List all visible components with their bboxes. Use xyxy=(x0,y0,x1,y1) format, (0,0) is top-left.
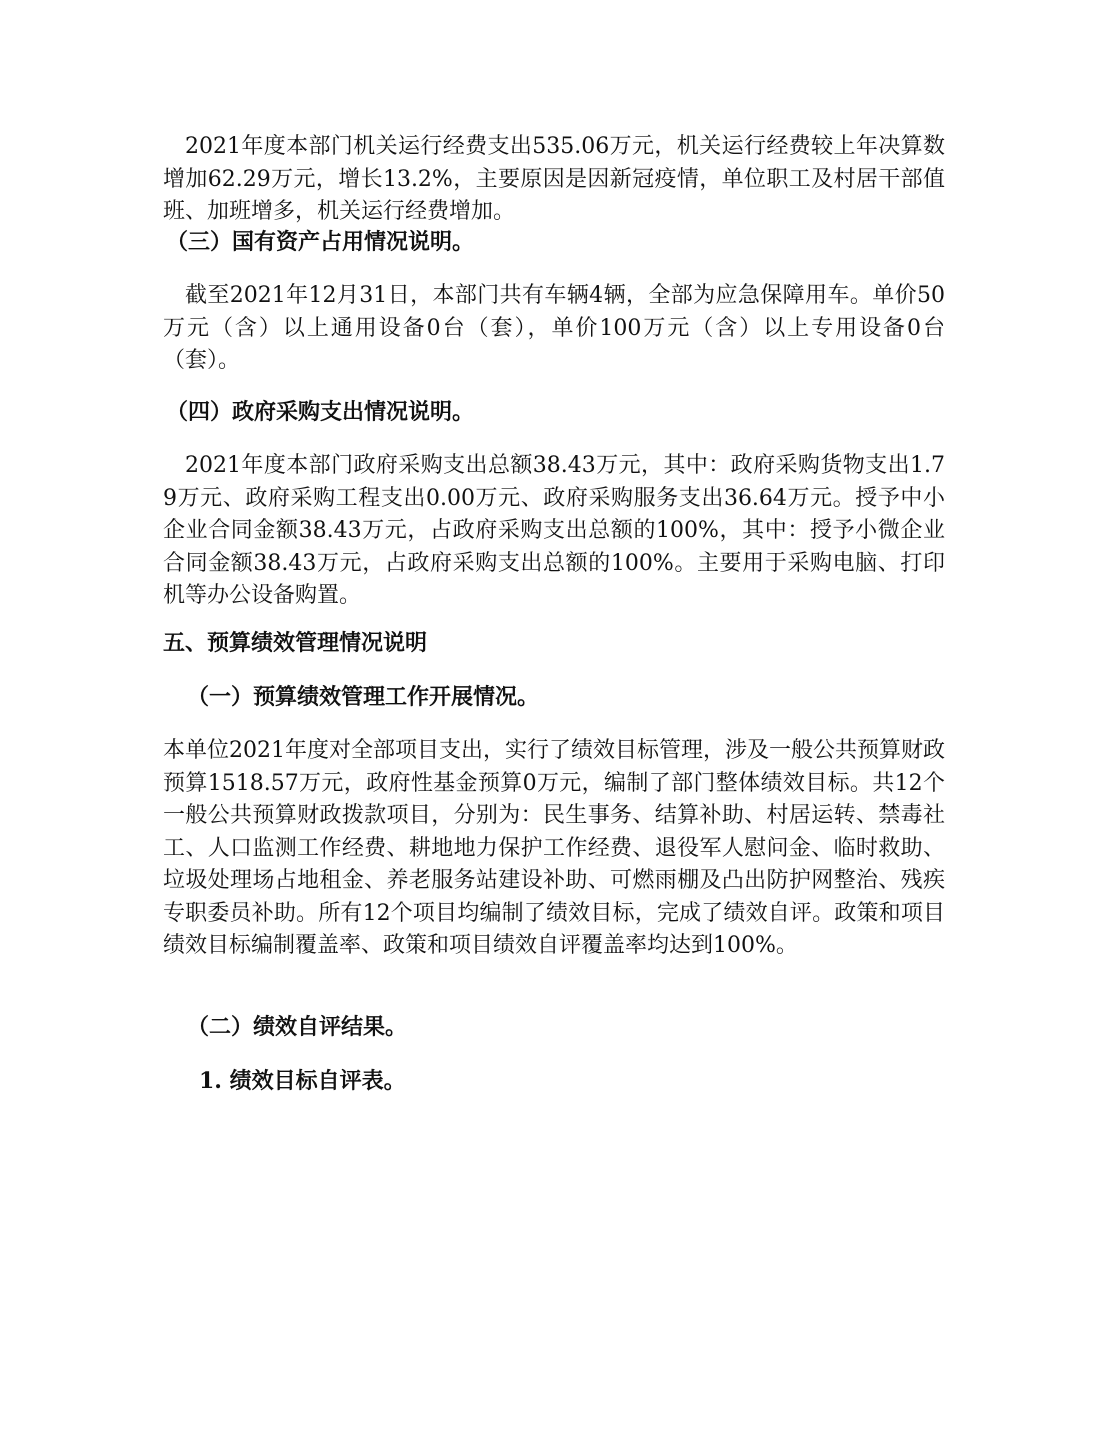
heading-procurement: （四）政府采购支出情况说明。 xyxy=(166,399,475,425)
heading-self-evaluation-table: 1. 绩效目标自评表。 xyxy=(199,1068,406,1094)
paragraph-performance-work: 本单位2021年度对全部项目支出，实行了绩效目标管理，涉及一般公共预算财政预算1518.57万元，政府性基金预算0万元，编制了部门整体绩效目标。共12个一般公共预算财政拨款项目，分别为：民生事务、结算补助、村居运转、禁毒社工、人口监测工作经费、耕地地力保护工作经费、退役军人慰问金、临时救助、垃圾处理场占地租金、养老服务站建设补助、可燃雨棚及凸出防护网整治、残疾专职委员补助。所有12个项目均编制了绩效目标，完成了绩效自评。政策和项目绩效目标编制覆盖率、政策和项目绩效自评覆盖率均达到100%。 xyxy=(163,738,945,958)
paragraph-procurement: 2021年度本部门政府采购支出总额38.43万元，其中：政府采购货物支出1.79万元、政府采购工程支出0.00万元、政府采购服务支出36.64万元。授予中小企业合同金额38.43万元，占政府采购支出总额的100%，其中：授予小微企业合同金额38.43万元，占政府采购支出总额的100%。主要用于采购电脑、打印机等办公设备购置。 xyxy=(163,453,945,608)
heading-state-assets: （三）国有资产占用情况说明。 xyxy=(166,229,475,255)
paragraph-operating-costs: 2021年度本部门机关运行经费支出535.06万元，机关运行经费较上年决算数增加62.29万元，增长13.2%，主要原因是因新冠疫情，单位职工及村居干部值班、加班增多，机关运行经费增加。 xyxy=(163,134,945,224)
heading-performance-work: （一）预算绩效管理工作开展情况。 xyxy=(187,684,540,710)
paragraph-state-assets: 截至2021年12月31日，本部门共有车辆4辆，全部为应急保障用车。单价50万元（含）以上通用设备0台（套），单价100万元（含）以上专用设备0台（套）。 xyxy=(163,283,945,373)
heading-self-evaluation: （二）绩效自评结果。 xyxy=(187,1014,408,1040)
heading-section-five: 五、预算绩效管理情况说明 xyxy=(163,630,428,656)
